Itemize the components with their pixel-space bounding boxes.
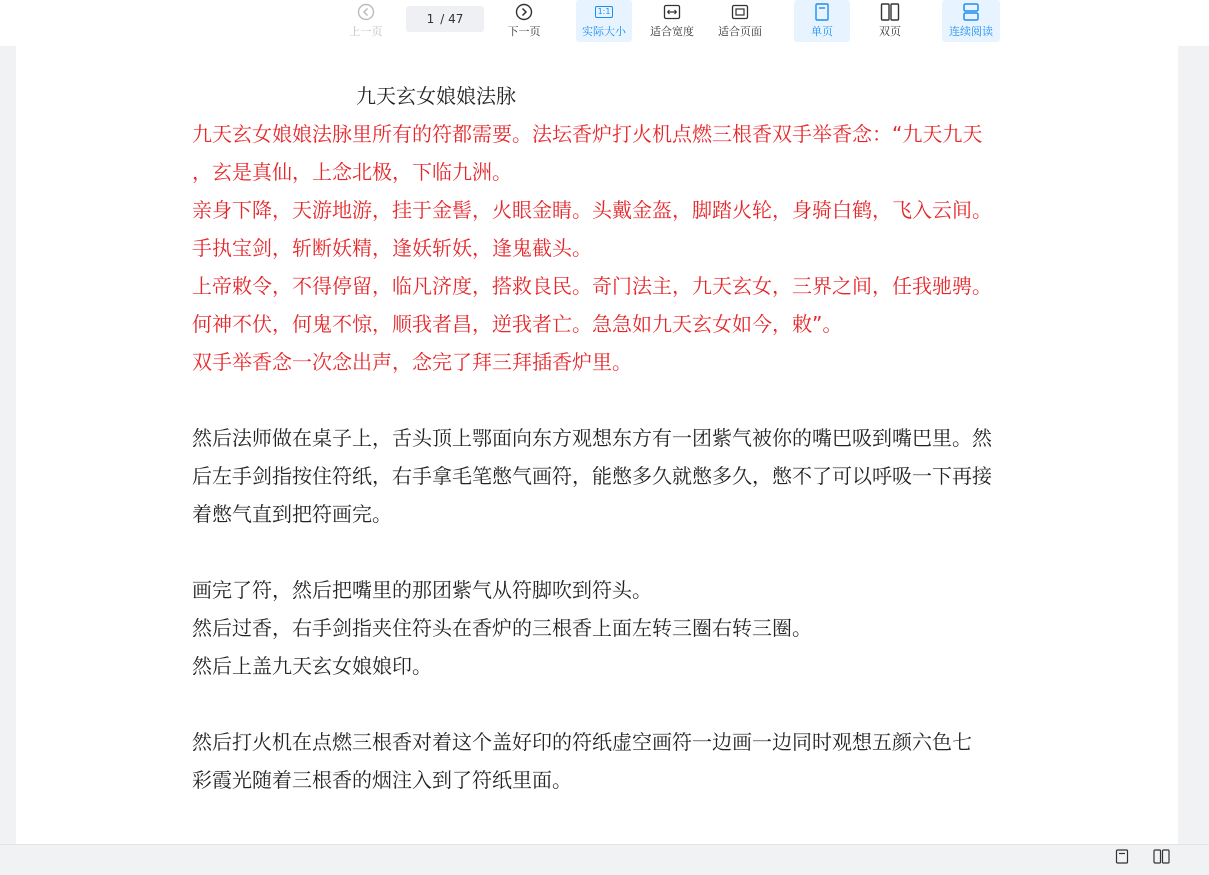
body-text-line: 画完了符，然后把嘴里的那团紫气从符脚吹到符头。 [192, 578, 652, 602]
actual-size-button[interactable] [576, 0, 632, 42]
actual-size-icon: 1:1 [594, 3, 614, 21]
red-text-line: 九天玄女娘娘法脉里所有的符都需要。法坛香炉打火机点燃三根香双手举香念：“九天九天 [192, 122, 983, 146]
body-text-line: 然后法师做在桌子上，舌头顶上鄂面向东方观想东方有一团紫气被你的嘴巴吸到嘴巴里。然 [192, 426, 992, 450]
status-bar [0, 844, 1209, 867]
paragraph-gap [192, 685, 1022, 723]
document-content [192, 77, 1022, 875]
body-text-line: 然后过香，右手剑指夹住符头在香炉的三根香上面左转三圈右转三圈。 [192, 616, 812, 640]
red-text-line: 亲身下降，天游地游，挂于金髻，火眼金睛。头戴金盔，脚踏火轮，身骑白鹤，飞入云间。 [192, 198, 992, 222]
continuous-reading-label: 连续阅读 [949, 25, 993, 38]
fit-width-icon [662, 3, 682, 21]
fit-page-button[interactable] [712, 0, 768, 42]
red-text-line: 手执宝剑，斩断妖精，逢妖斩妖，逢鬼截头。 [192, 236, 592, 260]
viewer-toolbar [0, 0, 1209, 46]
actual-size-label: 实际大小 [582, 25, 626, 38]
double-page-view-icon[interactable] [1153, 849, 1170, 868]
chevron-left-circle-icon [356, 3, 376, 21]
chevron-right-circle-icon [514, 3, 534, 21]
red-text-line: 双手举香念一次念出声，念完了拜三拜插香炉里。 [192, 350, 632, 374]
body-text-line: 着憋气直到把符画完。 [192, 502, 392, 526]
single-page-view-icon[interactable] [1115, 849, 1129, 868]
continuous-reading-button[interactable] [942, 0, 1000, 42]
document-page [16, 46, 1178, 844]
page-indicator [406, 6, 484, 32]
continuous-reading-icon [961, 3, 981, 21]
body-text-line: 彩霞光随着三根香的烟注入到了符纸里面。 [192, 768, 572, 792]
red-text-line: ，玄是真仙，上念北极，下临九洲。 [192, 160, 512, 184]
red-text-line: 上帝敕令，不得停留，临凡济度，搭救良民。奇门法主，九天玄女，三界之间，任我驰骋。 [192, 274, 992, 298]
fit-page-label: 适合页面 [718, 25, 762, 38]
fit-page-icon [730, 3, 750, 21]
red-text-line: 何神不伏，何鬼不惊，顺我者昌，逆我者亡。急急如九天玄女如今，敕”。 [192, 312, 843, 336]
paragraph-gap [192, 799, 1022, 837]
document-title: 九天玄女娘娘法脉 [356, 84, 516, 108]
body-text-line: 然后上盖九天玄女娘娘印。 [192, 654, 432, 678]
body-text-line: 后左手剑指按住符纸，右手拿毛笔憋气画符，能憋多久就憋多久，憋不了可以呼吸一下再接 [192, 464, 992, 488]
total-pages: / 47 [440, 12, 464, 26]
double-page-button[interactable] [862, 0, 918, 42]
double-page-icon [880, 3, 900, 21]
single-page-icon [812, 3, 832, 21]
prev-page-button[interactable] [340, 0, 392, 42]
next-page-button[interactable] [498, 0, 550, 42]
body-text-line: 然后打火机在点燃三根香对着这个盖好印的符纸虚空画符一边画一边同时观想五颜六色七 [192, 730, 972, 754]
paragraph-gap [192, 533, 1022, 571]
next-page-label: 下一页 [507, 25, 541, 38]
fit-width-button[interactable] [644, 0, 700, 42]
paragraph-gap [192, 381, 1022, 419]
current-page-input[interactable]: 1 [426, 12, 435, 26]
prev-page-label: 上一页 [349, 25, 383, 38]
double-page-label: 双页 [879, 25, 901, 38]
fit-width-label: 适合宽度 [650, 25, 694, 38]
single-page-button[interactable] [794, 0, 850, 42]
single-page-label: 单页 [811, 25, 833, 38]
